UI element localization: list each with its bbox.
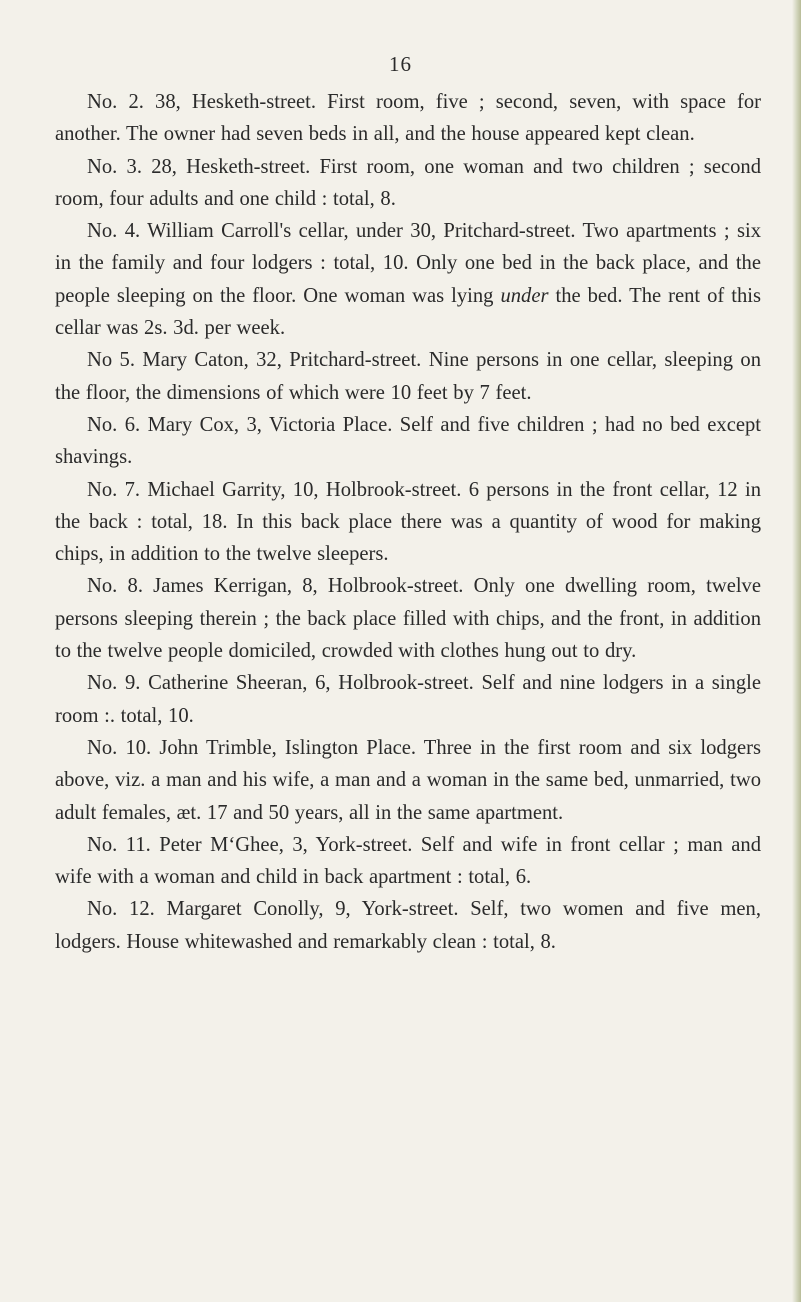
entry-paragraph-2: No. 2. 38, Hesketh-street. First room, five ; second, seven, with space for another. The owner had seven beds in all, and the house appeared kept clean. xyxy=(55,91,761,146)
entry-paragraph-6: No. 6. Mary Cox, 3, Victoria Place. Self and five children ; had no bed except shavings. xyxy=(55,413,761,469)
entry-paragraph-12: No. 12. Margaret Conolly, 9, York-street. Self, two women and five men, lodgers. House whitewashed and remarkably clean : total, 8. xyxy=(55,898,761,953)
entry-paragraph-7: No. 7. Michael Garrity, 10, Holbrook-street. 6 persons in the front cellar, 12 in the back : total, 18. In this back place there was a quantity of wood for making chips, in addition to the twelve sleepers. xyxy=(55,478,761,566)
entry-paragraph-4 xyxy=(55,215,761,344)
document-body xyxy=(55,86,761,958)
entry-paragraph-11: No. 11. Peter M‘Ghee, 3, York-street. Self and wife in front cellar ; man and wife with a woman and child in back apartment : total, 6. xyxy=(55,833,761,889)
entry-paragraph-9: No. 9. Catherine Sheeran, 6, Holbrook-street. Self and nine lodgers in a single room :. total, 10. xyxy=(55,672,761,727)
entry-4-text-before: No. 4. William Carroll's cellar, under 30, Pritchard-street. Two apartments ; six in the family and four lodgers : total, 10. Only one bed in the back place, and the people sleeping on the floor. One woman was lying xyxy=(55,220,761,307)
entry-4-text-after: the bed. The rent of this cellar was 2s. 3d. per week. xyxy=(55,284,761,340)
entry-paragraph-8: No. 8. James Kerrigan, 8, Holbrook-street. Only one dwelling room, twelve persons sleeping therein ; the back place filled with chips, and the front, in addition to the twelve people domiciled, crowded with clothes hung out to dry. xyxy=(55,575,761,663)
entry-paragraph-10: No. 10. John Trimble, Islington Place. Three in the first room and six lodgers above, viz. a man and his wife, a man and a woman in the same bed, unmarried, two adult females, æt. 17 and 50 years, all in the same apartment. xyxy=(55,736,761,824)
entry-paragraph-5: No 5. Mary Caton, 32, Pritchard-street. Nine persons in one cellar, sleeping on the floor, the dimensions of which were 10 feet by 7 feet. xyxy=(55,349,761,404)
entry-paragraph-3: No. 3. 28, Hesketh-street. First room, one woman and two children ; second room, four adults and one child : total, 8. xyxy=(55,155,761,210)
page-number: 16 xyxy=(389,52,412,76)
entry-4-emphasis: under xyxy=(500,284,549,307)
page-edge-shadow xyxy=(792,0,801,1302)
